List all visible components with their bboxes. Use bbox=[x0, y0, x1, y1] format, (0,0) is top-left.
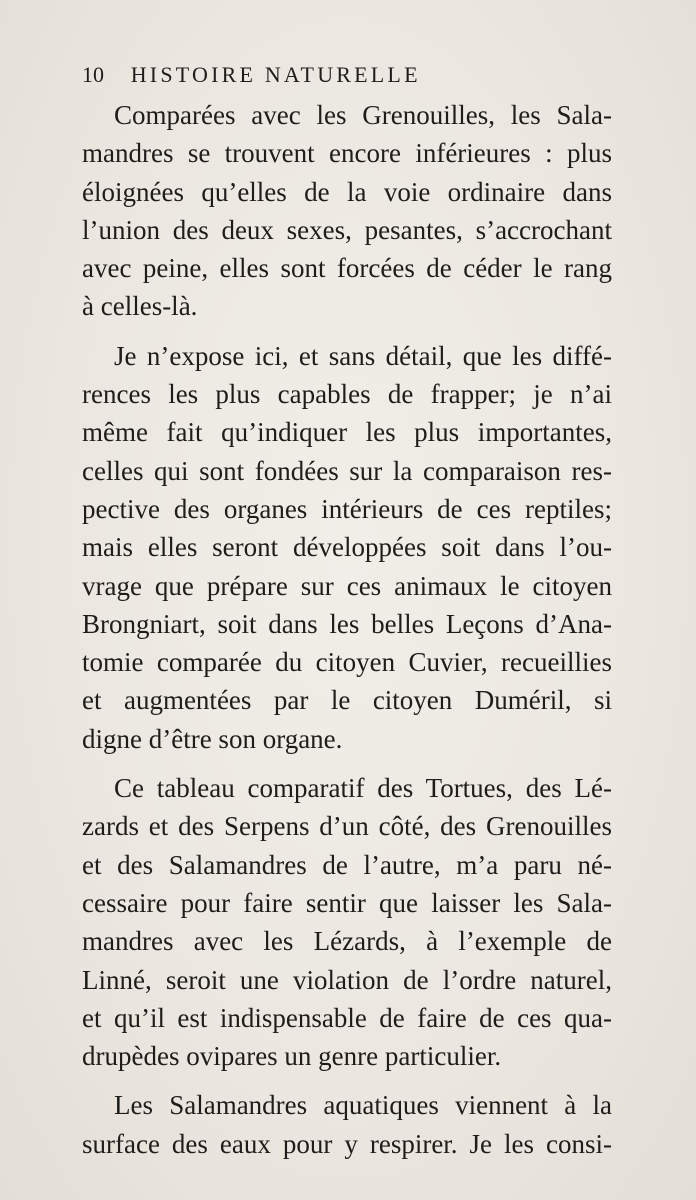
text-line: Linné, seroit une violation de l’ordre naturel, bbox=[82, 964, 612, 995]
text-line: tomie comparée du citoyen Cuvier, recueillies bbox=[82, 647, 612, 678]
text-line: zards et des Serpens d’un côté, des Grenouilles bbox=[82, 811, 612, 842]
text-line: mais elles seront développées soit dans l’ou- bbox=[82, 532, 612, 563]
text-line: et augmentées par le citoyen Duméril, si bbox=[82, 685, 612, 716]
text-line: Brongniart, soit dans les belles Leçons d’Ana- bbox=[82, 608, 612, 639]
text-line: même fait qu’indiquer les plus importantes, bbox=[82, 417, 612, 448]
text-line: avec peine, elles sont forcées de céder le rang bbox=[82, 253, 612, 284]
paragraph-3 bbox=[82, 769, 612, 1075]
text-line: mandres avec les Lézards, à l’exemple de bbox=[82, 926, 612, 957]
text-line: vrage que prépare sur ces animaux le citoyen bbox=[82, 570, 612, 601]
running-head: HISTOIRE NATURELLE bbox=[130, 62, 421, 87]
text-line: cessaire pour faire sentir que laisser les Sala- bbox=[82, 887, 612, 918]
text-line: et des Salamandres de l’autre, m’a paru né- bbox=[82, 849, 612, 880]
text-line: surface des eaux pour y respirer. Je les consi- bbox=[82, 1128, 612, 1159]
text-line: et qu’il est indispensable de faire de ces qua- bbox=[82, 1002, 612, 1033]
text-line: Comparées avec les Grenouilles, les Sala- bbox=[114, 100, 612, 130]
text-line: drupèdes ovipares un genre particulier. bbox=[82, 1041, 502, 1072]
page-header bbox=[82, 62, 622, 98]
text-line: éloignées qu’elles de la voie ordinaire dans bbox=[82, 176, 612, 207]
text-line: à celles-là. bbox=[82, 291, 198, 322]
text-line: Ce tableau comparatif des Tortues, des Lé- bbox=[114, 773, 612, 804]
text-line: Les Salamandres aquatiques viennent à la bbox=[114, 1090, 612, 1121]
paragraph-4 bbox=[82, 1086, 612, 1163]
text-line: rences les plus capables de frapper; je n’ai bbox=[82, 379, 612, 410]
paragraph-2 bbox=[82, 337, 612, 758]
text-line: mandres se trouvent encore inférieures : plus bbox=[82, 138, 612, 169]
text-line: celles qui sont fondées sur la comparaison res- bbox=[82, 455, 612, 486]
text-line: digne d’être son organe. bbox=[82, 723, 343, 754]
body-text bbox=[82, 96, 612, 1163]
text-line: pective des organes intérieurs de ces reptiles; bbox=[82, 493, 612, 524]
paragraph-1 bbox=[82, 96, 612, 326]
text-line: l’union des deux sexes, pesantes, s’accrochant bbox=[82, 214, 612, 245]
text-line: Je n’expose ici, et sans détail, que les diffé- bbox=[114, 340, 612, 371]
page-number: 10 bbox=[82, 62, 104, 87]
